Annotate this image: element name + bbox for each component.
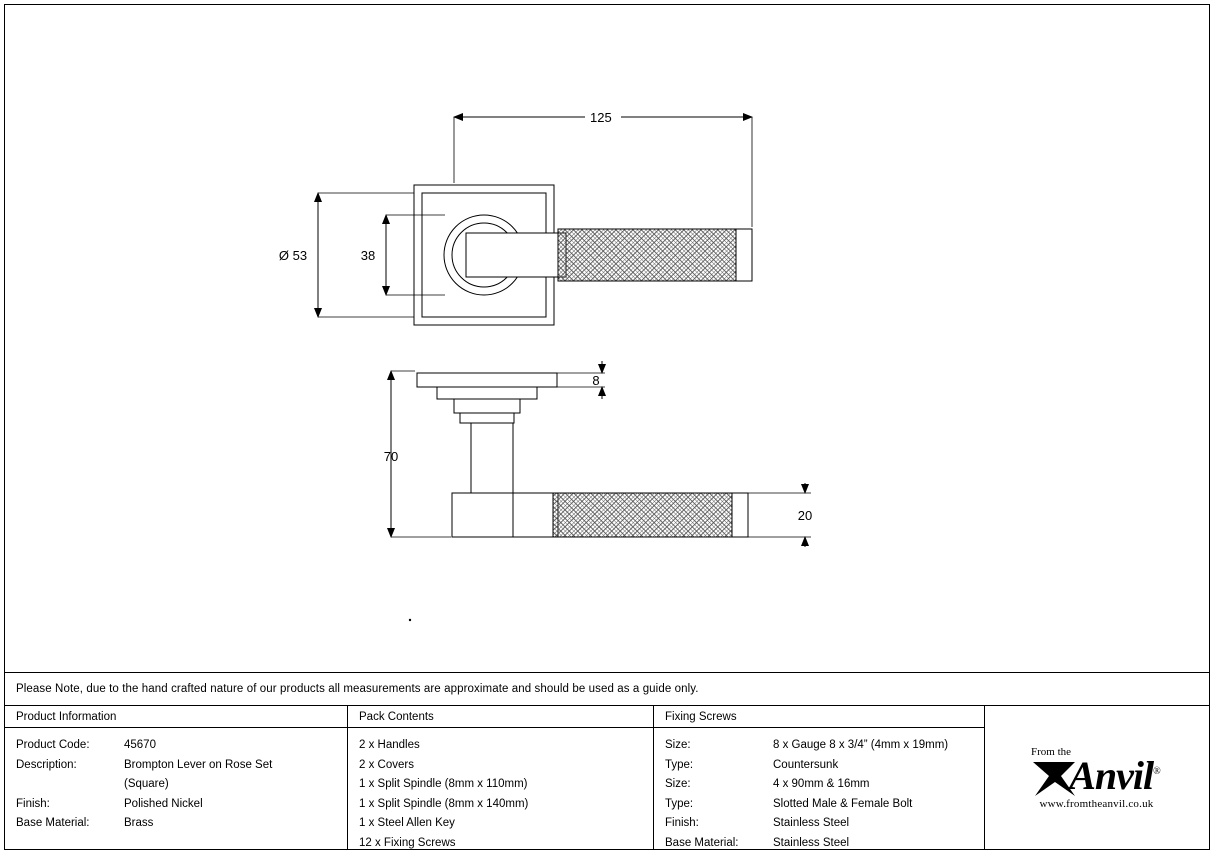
fixing-value: Stainless Steel (773, 817, 850, 829)
fixing-row (665, 834, 984, 854)
pack-item: 2 x Covers (359, 758, 414, 771)
fixing-value: Slotted Male & Female Bolt (773, 797, 913, 810)
fixing-row (665, 814, 984, 834)
description-value: Brompton Lever on Rose Set (124, 758, 273, 771)
description-value-cont: (Square) (124, 778, 169, 790)
brand-registered: ® (1153, 766, 1160, 778)
pack-item: 12 x Fixing Screws (359, 836, 456, 849)
measurement-note (5, 672, 1209, 706)
measurement-note-text: Please Note, due to the hand crafted nature of our products all measurements are approximate and should be used as a guide only. (16, 683, 699, 695)
fixing-screws-column (654, 706, 985, 850)
brand-name-wrap (1033, 752, 1160, 798)
base-material-row (16, 814, 347, 834)
dim-20: 20 (797, 508, 813, 523)
fixing-label: Type: (665, 797, 694, 810)
brand-logo-column (985, 706, 1208, 850)
brand-url: www.fromtheanvil.co.uk (1039, 797, 1154, 810)
fixing-label: Finish: (665, 817, 699, 829)
fixing-value: Stainless Steel (773, 836, 850, 849)
finish-row (16, 795, 347, 815)
pack-item: 2 x Handles (359, 739, 420, 751)
fixing-screws-heading: Fixing Screws (654, 706, 984, 728)
dim-rose-diameter: Ø 53 (278, 248, 308, 263)
pack-item: 1 x Split Spindle (8mm x 110mm) (359, 778, 528, 790)
fixing-label: Size: (665, 739, 691, 751)
pack-item: 1 x Split Spindle (8mm x 140mm) (359, 797, 529, 810)
dim-125: 125 (590, 110, 612, 125)
description-label-cont (16, 775, 124, 795)
product-code-value: 45670 (124, 739, 156, 751)
fixing-screws-body (654, 728, 984, 853)
finish-label: Finish: (16, 797, 50, 810)
pack-item: 1 x Steel Allen Key (359, 817, 455, 829)
fixing-label: Base Material: (665, 836, 739, 849)
fixing-value: 4 x 90mm & 16mm (773, 778, 870, 790)
fixing-value: 8 x Gauge 8 x 3/4” (4mm x 19mm) (773, 739, 949, 751)
dim-70: 70 (383, 449, 399, 464)
anvil-icon (1031, 756, 1077, 800)
description-row (16, 756, 347, 776)
fixing-row (665, 795, 984, 815)
fixing-row (665, 775, 984, 795)
fixing-value: Countersunk (773, 758, 839, 771)
product-code-row (16, 736, 347, 756)
base-material-label: Base Material: (16, 817, 90, 829)
product-information-column (5, 706, 348, 850)
brand-top-line: From the (1031, 746, 1072, 759)
fixing-row (665, 756, 984, 776)
pack-contents-column (348, 706, 654, 850)
fixing-row (665, 736, 984, 756)
description-row-cont (16, 775, 347, 795)
info-table (5, 706, 1209, 850)
pack-contents-body (348, 728, 653, 853)
product-drawing (5, 5, 1209, 670)
dim-8: 8 (592, 373, 600, 388)
product-information-heading: Product Information (5, 706, 347, 728)
product-information-body (5, 728, 347, 834)
brand-logo (985, 706, 1208, 850)
product-code-label: Product Code: (16, 739, 90, 751)
finish-value: Polished Nickel (124, 797, 203, 810)
fixing-label: Type: (665, 758, 694, 771)
description-label: Description: (16, 758, 77, 771)
dim-38: 38 (360, 248, 376, 263)
fixing-label: Size: (665, 778, 691, 790)
base-material-value: Brass (124, 817, 154, 829)
pack-contents-heading: Pack Contents (348, 706, 653, 728)
brand-name: Anvil (1069, 752, 1154, 798)
